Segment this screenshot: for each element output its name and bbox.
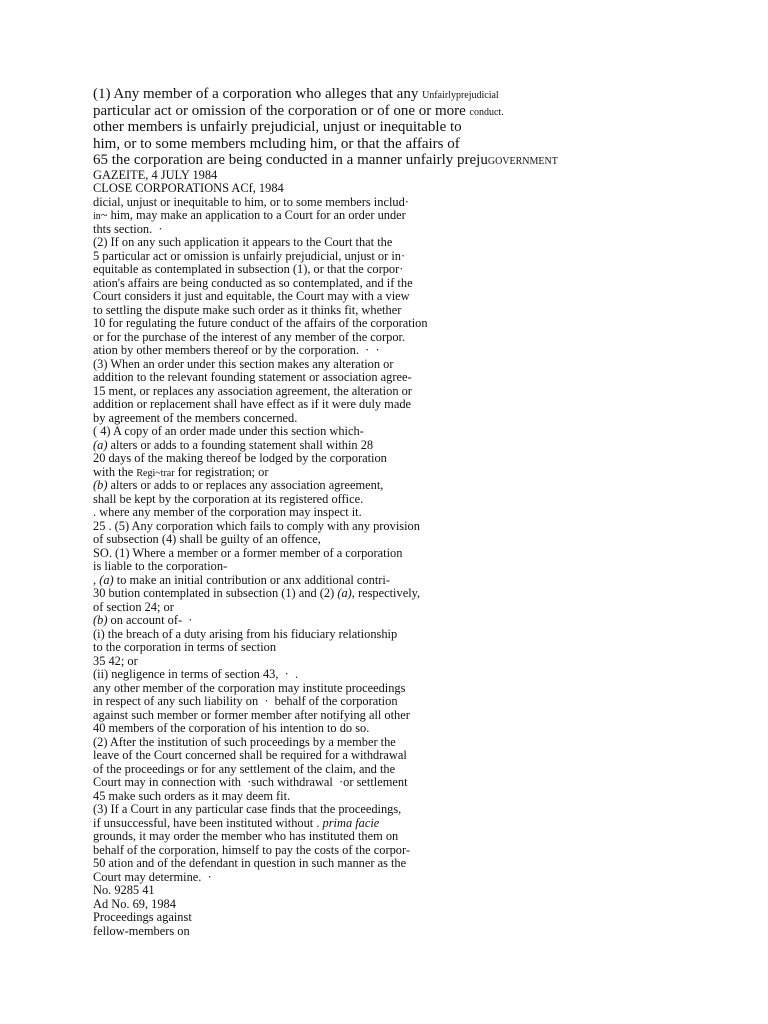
text-segment: to make an initial contribution or anx additional contri- (113, 572, 390, 587)
text-segment: 10 for regulating the future conduct of the affairs of the corporation (93, 316, 428, 331)
text-line (93, 763, 753, 777)
text-line (93, 103, 753, 120)
text-segment: shall be kept by the corporation at its registered office. (93, 491, 364, 506)
text-segment: (2) After the institution of such proceedings by a member the (93, 734, 396, 749)
text-segment: ~ him, may make an application to a Court for an order under (100, 208, 406, 223)
text-segment: 25 . (5) Any corporation which fails to comply with any provision (93, 518, 420, 533)
italic-text: (a) (93, 437, 108, 452)
text-line (93, 871, 753, 885)
text-line (93, 533, 753, 547)
text-segment: 15 ment, or replaces any association agreement, the alteration or (93, 383, 412, 398)
text-line (93, 547, 753, 561)
text-line (93, 830, 753, 844)
text-segment: is liable to the corporation- (93, 559, 228, 574)
text-segment: against such member or former member after notifying all other (93, 707, 410, 722)
text-segment: (1) Any member of a corporation who alleges that any (93, 86, 423, 102)
text-line (93, 898, 753, 912)
text-line (93, 250, 753, 264)
text-line (93, 371, 753, 385)
text-segment: (2) If on any such application it appears to the Court that the (93, 235, 393, 250)
text-line (93, 574, 753, 588)
text-segment: alters or adds to a founding statement shall within 28 (107, 437, 374, 452)
text-line (93, 223, 753, 237)
text-line (93, 844, 753, 858)
text-segment: ( 4) A copy of an order made under this section which- (93, 424, 364, 439)
text-line (93, 479, 753, 493)
text-segment: 30 bution contemplated in subsection (1) and (2) (93, 586, 338, 601)
text-segment: equitable as contemplated in subsection (1), or that the corpor· (93, 262, 404, 277)
text-line (93, 506, 753, 520)
italic-text: (b) (93, 613, 108, 628)
margin-note: GOVERNMENT (487, 156, 558, 168)
text-line (93, 560, 753, 574)
text-segment: Proceedings against (93, 910, 192, 925)
text-segment: 40 members of the corporation of his intention to do so. (93, 721, 370, 736)
text-line (93, 439, 753, 453)
text-segment: thts section. · (93, 221, 163, 236)
text-line (93, 119, 753, 136)
text-segment: or for the purchase of the interest of any member of the corpor. (93, 329, 406, 344)
text-line (93, 682, 753, 696)
text-segment: of section 24; or (93, 599, 174, 614)
text-segment: other members is unfairly prejudicial, unjust or inequitable to (93, 119, 462, 136)
text-line (93, 736, 753, 750)
text-segment: leave of the Court concerned shall be required for a withdrawal (93, 748, 407, 763)
text-line (93, 304, 753, 318)
text-segment: CLOSE CORPORATIONS ACf, 1984 (93, 181, 284, 196)
text-line (93, 236, 753, 250)
text-line (93, 803, 753, 817)
text-line (93, 520, 753, 534)
margin-note: in (93, 211, 101, 223)
text-line (93, 817, 753, 831)
text-segment: GAZEITE, 4 JULY 1984 (93, 167, 218, 182)
text-line (93, 614, 753, 628)
text-line (93, 493, 753, 507)
text-segment: , (93, 572, 100, 587)
text-segment: Court may in connection with ·such withdrawal ·or settlement (93, 775, 408, 790)
text-segment: ation's affairs are being conducted as so contemplated, and if the (93, 275, 413, 290)
italic-text: (b) (93, 478, 108, 493)
text-segment: alters or adds to or replaces any association agreement, (107, 478, 384, 493)
text-segment: of the proceedings or for any settlement of the claim, and the (93, 761, 396, 776)
text-line (93, 358, 753, 372)
text-segment: Ad No. 69, 1984 (93, 896, 176, 911)
text-line (93, 857, 753, 871)
text-line (93, 452, 753, 466)
italic-text: (a) (337, 586, 352, 601)
margin-note: Unfairlyprejudicial (422, 90, 499, 101)
text-line (93, 344, 753, 358)
text-segment: grounds, it may order the member who has instituted them on (93, 829, 399, 844)
text-line (93, 277, 753, 291)
text-segment: SO. (1) Where a member or a former member of a corporation (93, 545, 403, 560)
text-line (93, 385, 753, 399)
text-line (93, 790, 753, 804)
text-line (93, 466, 753, 480)
text-line (93, 628, 753, 642)
text-segment: any other member of the corporation may institute proceedings (93, 680, 406, 695)
text-line (93, 776, 753, 790)
italic-text: (a) (99, 572, 114, 587)
text-segment: 45 make such orders as it may deem fit. (93, 788, 291, 803)
text-segment: 65 the corporation are being conducted in a manner unfairly preju (93, 152, 488, 169)
text-line (93, 196, 753, 210)
text-line (93, 331, 753, 345)
text-segment: ation by other members thereof or by the corporation. · · (93, 343, 380, 358)
text-line (93, 911, 753, 925)
text-segment: 35 42; or (93, 653, 138, 668)
text-segment: (ii) negligence in terms of section 43, · . (93, 667, 299, 682)
margin-note: conduct. (469, 106, 504, 118)
text-line (93, 668, 753, 682)
text-segment: fellow-members on (93, 923, 190, 938)
text-segment: behalf of the corporation, himself to pay the costs of the corpor- (93, 842, 410, 857)
text-line (93, 601, 753, 615)
italic-text: prima facie (322, 815, 380, 830)
text-segment: for registration; or (174, 464, 269, 479)
text-line (93, 398, 753, 412)
text-segment: of subsection (4) shall be guilty of an offence, (93, 532, 321, 547)
text-line (93, 290, 753, 304)
text-segment: to the corporation in terms of section (93, 640, 277, 655)
text-segment: with the (93, 464, 137, 479)
text-segment: , respectively, (351, 586, 421, 601)
text-segment: (3) When an order under this section makes any alteration or (93, 356, 394, 371)
text-line (93, 86, 753, 103)
text-line (93, 722, 753, 736)
text-segment: him, or to some members mcluding him, or that the affairs of (93, 135, 460, 152)
text-segment: on account of- · (107, 613, 193, 628)
text-line (93, 412, 753, 426)
text-line (93, 925, 753, 939)
text-line (93, 587, 753, 601)
text-segment: 50 ation and of the defendant in question in such manner as the (93, 856, 407, 871)
text-line (93, 709, 753, 723)
text-segment: addition to the relevant founding statement or association agree- (93, 370, 412, 385)
text-segment: . where any member of the corporation may inspect it. (93, 505, 362, 520)
text-line (93, 695, 753, 709)
text-segment: 20 days of the making thereof be lodged by the corporation (93, 451, 387, 466)
text-segment: (3) If a Court in any particular case finds that the proceedings, (93, 802, 402, 817)
text-line (93, 884, 753, 898)
margin-note: Regi~trar (136, 467, 175, 479)
text-segment: in respect of any such liability on · behalf of the corporation (93, 694, 398, 709)
text-segment: particular act or omission of the corporation or of one or more (93, 102, 470, 119)
text-line (93, 136, 753, 153)
text-line (93, 152, 753, 169)
text-line (93, 641, 753, 655)
text-line (93, 749, 753, 763)
text-line (93, 209, 753, 223)
text-line (93, 182, 753, 196)
text-segment: to settling the dispute make such order as it thinks fit, whether (93, 302, 402, 317)
text-line (93, 425, 753, 439)
text-segment: (i) the breach of a duty arising from his fiduciary relationship (93, 626, 398, 641)
text-line (93, 655, 753, 669)
text-segment: addition or replacement shall have effect as if it were duly made (93, 397, 412, 412)
text-line (93, 263, 753, 277)
text-segment: Court considers it just and equitable, the Court may with a view (93, 289, 410, 304)
text-segment: 5 particular act or omission is unfairly prejudicial, unjust or in· (93, 248, 406, 263)
text-line (93, 169, 753, 183)
text-segment: dicial, unjust or inequitable to him, or to some members includ· (93, 194, 409, 209)
text-segment: by agreement of the members concerned. (93, 410, 298, 425)
text-line (93, 317, 753, 331)
text-segment: No. 9285 41 (93, 883, 155, 898)
document-text (93, 86, 753, 938)
text-segment: if unsuccessful, have been instituted without . (93, 815, 323, 830)
text-segment: Court may determine. · (93, 869, 212, 884)
